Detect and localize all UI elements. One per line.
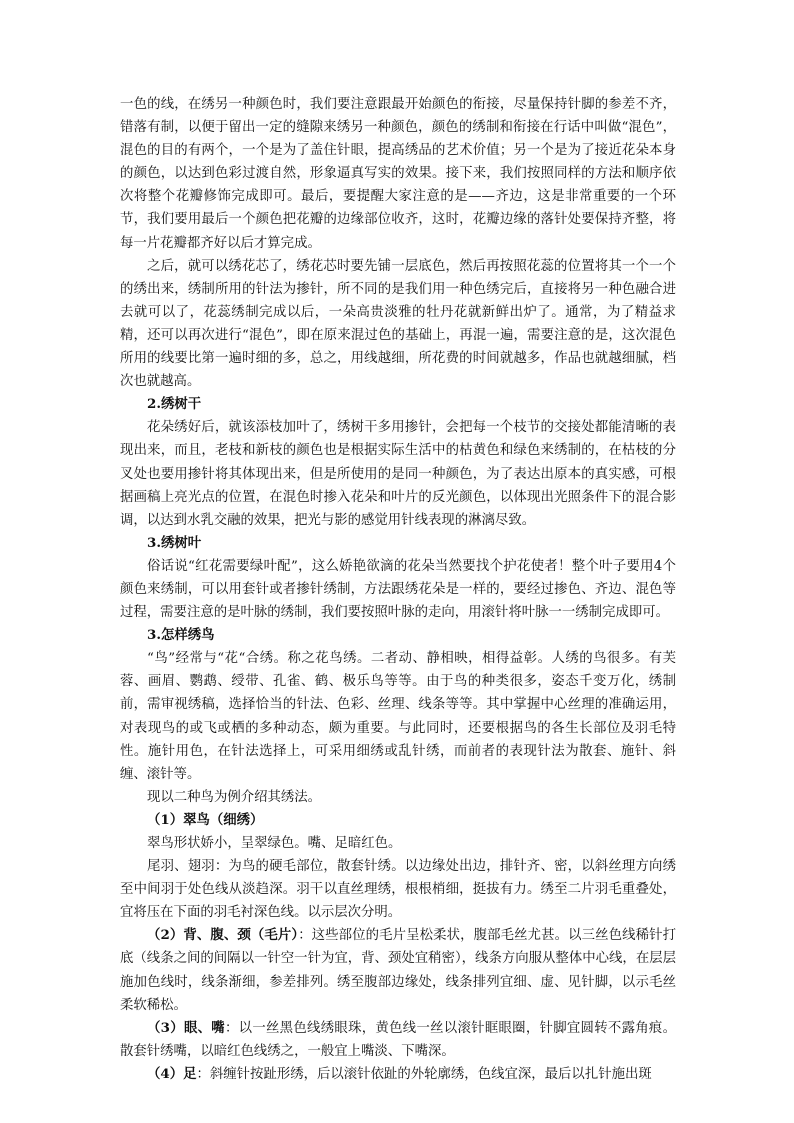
heading-kingfisher: （1）翠鸟（细绣）: [147, 811, 264, 828]
document-page: [120, 93, 676, 1086]
heading-tree-trunk: 2.绣树干: [147, 396, 202, 413]
text-back-belly-neck: ：这些部位的毛片呈松柔状，腹部毛丝尤甚。以三丝色线稀针打底（线条之间的间隔以一针空一针为宜，背、颈处宜稍密），线条方向服从整体中心线，在层层施加色线时，线条渐细，参差排列。绣至腹部边缘处，线条排列宜细、虚、见针脚，以示毛丝柔软稀松。: [120, 928, 676, 1013]
paragraph-color-blending: 一色的线，在绣另一种颜色时，我们要注意跟最开始颜色的衔接，尽量保持针脚的参差不齐，错落有制，以便于留出一定的缝隙来绣另一种颜色，颜色的绣制和衔接在行话中叫做“混色”，混色的目的有两个，一个是为了盖住针眼，提高绣品的艺术价值；另一个是为了接近花朵本身的颜色，以达到色彩过渡自然，形象逼真写实的效果。接下来，我们按照同样的方法和顺序依次将整个花瓣修饰完成即可。最后，要提醒大家注意的是——齐边，这是非常重要的一个环节，我们要用最后一个颜色把花瓣的边缘部位收齐，这时，花瓣边缘的落针处要保持齐整，将每一片花瓣都齐好以后才算完成。: [120, 97, 676, 251]
text-eye-beak: ：以一丝黑色线绣眼珠，黄色线一丝以滚针眶眼圈，针脚宜圆转不露角痕。散套针绣嘴，以暗红色线绣之，一般宜上嘴淡、下嘴深。: [120, 1020, 676, 1059]
heading-how-to-embroider-birds: 3.怎样绣鸟: [147, 627, 215, 644]
text-feet: ：斜缠针按趾形绣，后以滚针依趾的外轮廓绣，色线宜深，最后以扎针施出斑: [196, 1066, 652, 1082]
paragraph-tree-leaves: 俗话说“红花需要绿叶配”，这么娇艳欲滴的花朵当然要找个护花使者！整个叶子要用4个颜色来绣制，可以用套针或者掺针绣制，方法跟绣花朵是一样的，要经过掺色、齐边、混色等过程，需要注意的是叶脉的绣制，我们要按照叶脉的走向，用滚针将叶脉一一绣制完成即可。: [120, 558, 676, 621]
paragraph-back-belly-neck: [120, 924, 676, 1016]
label-feet: （4）足: [147, 1065, 197, 1082]
paragraph-feet: [120, 1063, 676, 1086]
paragraph-two-birds-example: 现以二种鸟为例介绍其绣法。: [147, 789, 322, 805]
paragraph-kingfisher-shape: 翠鸟形状娇小，呈翠绿色。嘴、足暗红色。: [147, 836, 402, 851]
label-eye-beak: （3）眼、嘴: [147, 1019, 225, 1036]
paragraph-tail-wing-feathers: 尾羽、翅羽：为鸟的硬毛部位，散套针绣。以边缘处出边，排针齐、密，以斜丝理方向绣至中间羽于处色线从淡趋深。羽干以直丝理绣，根根梢细，挺拔有力。绣至二片羽毛重叠处，宜将压在下面的羽毛衬深色线。以示层次分明。: [120, 859, 676, 921]
paragraph-flower-core: 之后，就可以绣花芯了，绣花芯时要先铺一层底色，然后再按照花蕊的位置将其一个一个的绣出来，绣制所用的针法为掺针，所不同的是我们用一种色绣完后，直接将另一种色融合进去就可以了，花蕊绣制完成以后，一朵高贵淡雅的牡丹花就新鲜出炉了。通常，为了精益求精，还可以再次进行“混色”，即在原来混过色的基础上，再混一遍，需要注意的是，这次混色所用的线要比第一遍时细的多，总之，用线越细，所花费的时间就越多，作品也就越细腻，档次也就越高。: [120, 258, 676, 390]
paragraph-birds-intro: “鸟”经常与“花“合绣。称之花鸟绣。二者动、静相映，相得益彰。人绣的鸟很多。有芙蓉、画眉、鹦鹉、绶带、孔雀、鹤、极乐鸟等等。由于鸟的种类很多，姿态千变万化，绣制前，需审视绣稿，选择恰当的针法、色彩、丝理、线条等等。其中掌握中心丝理的准确运用，对表现鸟的或飞或栖的多种动态，颇为重要。与此同时，还要根据鸟的各生长部位及羽毛特性。施针用色，在针法选择上，可采用细绣或乱针绣，而前者的表现针法为散套、施针、斜缠、滚针等。: [120, 651, 676, 782]
heading-tree-leaves: 3.绣树叶: [147, 534, 202, 551]
paragraph-eye-beak: [120, 1017, 676, 1063]
label-back-belly-neck: （2）背、腹、颈（毛片）: [147, 927, 299, 944]
paragraph-tree-trunk: 花朵绣好后，就该添枝加叶了，绣树干多用掺针，会把每一个枝节的交接处都能清晰的表现出来，而且，老枝和新枝的颜色也是根据实际生活中的枯黄色和绿色来绣制的，在枯枝的分叉处也要用掺针将其体现出来，但是所使用的是同一种颜色，为了表达出原本的真实感，可根据画稿上亮光点的位置，在混色时掺入花朵和叶片的反光颜色，以体现出光照条件下的混合影调，以达到水乳交融的效果，把光与影的感觉用针线表现的淋漓尽致。: [120, 420, 676, 528]
